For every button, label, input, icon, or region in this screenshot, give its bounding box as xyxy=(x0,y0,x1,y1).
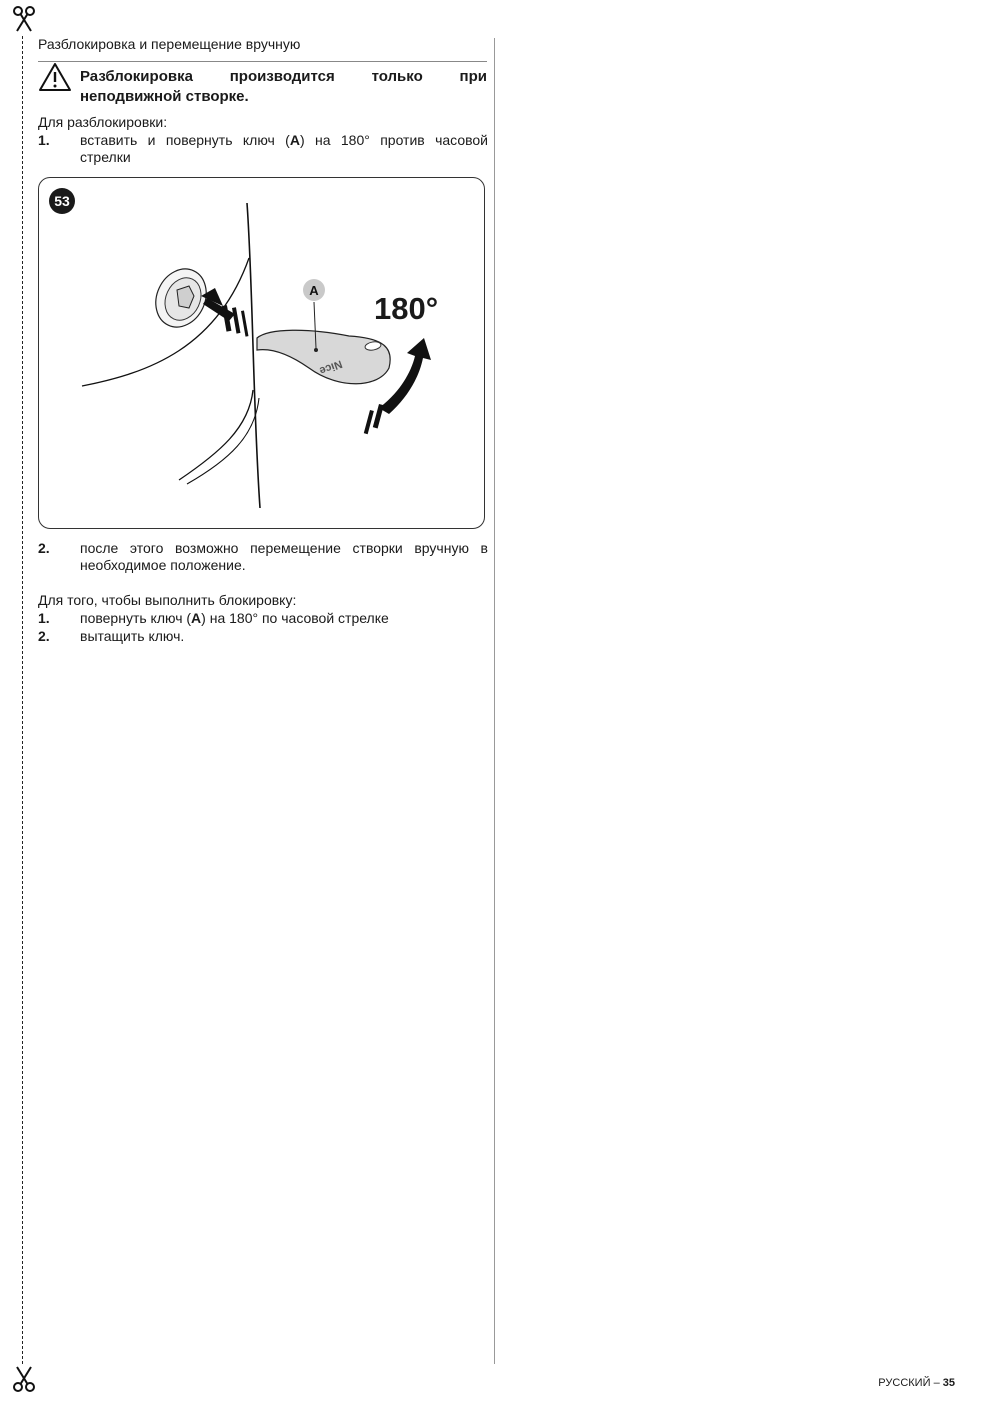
cut-line xyxy=(22,36,23,1364)
step-text: вставить и повернуть ключ (A) на 180° против часовой стрелки xyxy=(80,132,489,165)
step-text: повернуть ключ (A) на 180° по часовой стрелке xyxy=(80,610,389,626)
step-number: 1. xyxy=(38,132,50,148)
warning-text: Разблокировка производится только при неподвижной створке. xyxy=(80,68,487,105)
step-number: 2. xyxy=(38,628,50,644)
step-number: 1. xyxy=(38,610,50,626)
step-number: 2. xyxy=(38,540,50,556)
lock-intro: Для того, чтобы выполнить блокировку: xyxy=(38,592,297,608)
callout-a: A xyxy=(303,279,325,301)
rotation-angle-label: 180° xyxy=(374,291,439,326)
lock-step-2 xyxy=(38,628,488,645)
step-text: вытащить ключ. xyxy=(80,628,185,644)
unlock-step-2 xyxy=(38,540,488,574)
lock-step-1 xyxy=(38,610,488,627)
page-number: 35 xyxy=(942,1377,955,1389)
figure-53 xyxy=(38,177,485,529)
key-release-illustration xyxy=(39,178,485,529)
unlock-step-1 xyxy=(38,132,488,166)
step-text: после этого возможно перемещение створки вручную в необходимое положение. xyxy=(80,540,488,573)
section-title: Разблокировка и перемещение вручную xyxy=(38,36,301,52)
key-brand-label: Nice xyxy=(317,357,344,377)
footer-language: РУССКИЙ xyxy=(878,1377,931,1389)
page-footer xyxy=(878,1377,955,1389)
title-rule xyxy=(38,61,487,62)
scissors-icon xyxy=(10,1364,38,1394)
footer-separator: – xyxy=(933,1377,940,1389)
column-divider xyxy=(494,38,495,1364)
scissors-icon xyxy=(10,4,38,34)
warning-icon xyxy=(38,62,72,92)
unlock-intro: Для разблокировки: xyxy=(38,114,168,130)
figure-number-badge: 53 xyxy=(49,188,75,214)
